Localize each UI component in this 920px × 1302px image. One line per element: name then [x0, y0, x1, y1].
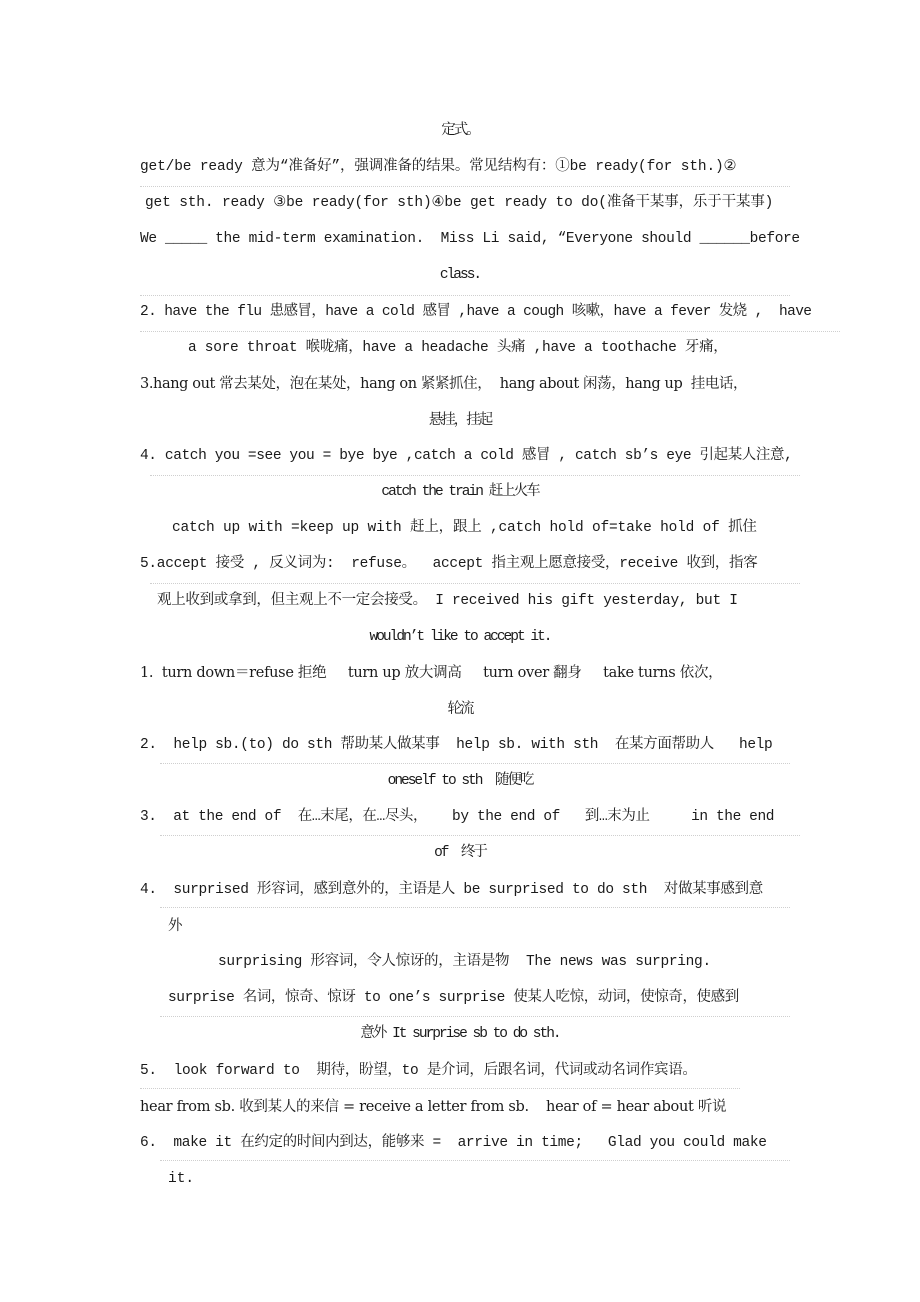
doc-line: 2. have the flu 患感冒，have a cold 感冒 ,have a cough 咳嗽，have a fever 发烧 , have	[140, 304, 812, 320]
doc-line: surprise 名词，惊奇、惊讶 to one’s surprise 使某人吃惊，动词，使惊奇，使感到	[168, 990, 739, 1006]
doc-line: it.	[168, 1171, 195, 1187]
doc-line: catch up with =keep up with 赶上，跟上 ,catch hold of=take hold of 抓住	[172, 520, 757, 536]
line-guide	[150, 475, 800, 476]
line-guide	[160, 907, 790, 908]
doc-line: class.	[439, 267, 481, 283]
doc-line: catch the train 赶上火车	[381, 484, 539, 500]
doc-line: hear from sb. 收到某人的来信 = receive a letter from sb. hear of = hear about 听说	[140, 1099, 727, 1115]
line-guide	[160, 1016, 790, 1017]
doc-line: 4. catch you =see you = bye bye ,catch a cold 感冒 , catch sb’s eye 引起某人注意,	[140, 448, 793, 464]
doc-line: 6. make it 在约定的时间内到达，能够来 = arrive in time; Glad you could make	[140, 1135, 767, 1151]
doc-line: 定式。	[441, 122, 479, 138]
doc-line: 观上收到或拿到，但主观上不一定会接受。 I received his gift yesterday, but I	[157, 593, 738, 609]
line-guide	[160, 763, 790, 764]
doc-line: 3.hang out 常去某处，泡在某处，hang on 紧紧抓住， hang about 闲荡，hang up 挂电话，	[140, 376, 748, 392]
line-guide	[150, 583, 800, 584]
line-guide	[140, 1088, 740, 1089]
doc-line: 5.accept 接受 , 反义词为: refuse。 accept 指主观上愿意接受，receive 收到，指客	[140, 556, 758, 572]
doc-line: get/be ready 意为“准备好”，强调准备的结果。常见结构有：①be ready(for sth.)②	[140, 159, 737, 175]
doc-line: wouldn’t like to accept it.	[369, 629, 551, 645]
doc-line: 5. look forward to 期待，盼望，to 是介词，后跟名词，代词或动名词作宾语。	[140, 1063, 697, 1079]
doc-line: oneself to sth 随便吃	[387, 773, 533, 789]
doc-line: We _____ the mid-term examination. Miss Li said, “Everyone should ______before	[140, 231, 800, 247]
doc-line: 1. turn down＝refuse 拒绝 turn up 放大调高 turn over 翻身 take turns 依次，	[140, 665, 723, 681]
line-guide	[140, 331, 840, 332]
doc-line: get sth. ready ③be ready(for sth)④be get ready to do(准备干某事，乐于干某事)	[145, 195, 774, 211]
doc-line: 轮流	[447, 701, 473, 717]
doc-line: 外	[168, 918, 183, 934]
doc-line: surprising 形容词，令人惊讶的，主语是物 The news was surpring.	[218, 954, 711, 970]
line-guide	[160, 835, 800, 836]
line-guide	[160, 1160, 790, 1161]
doc-line: 3. at the end of 在…末尾，在…尽头， by the end of 到…末为止 in the end	[140, 809, 775, 825]
doc-line: 4. surprised 形容词，感到意外的，主语是人 be surprised to do sth 对做某事感到意	[140, 882, 763, 898]
doc-line: 2. help sb.(to) do sth 帮助某人做某事 help sb. with sth 在某方面帮助人 help	[140, 737, 773, 753]
doc-line: 意外 It surprise sb to do sth.	[360, 1026, 560, 1042]
doc-line: a sore throat 喉咙痛，have a headache 头痛 ,have a toothache 牙痛，	[188, 340, 728, 356]
line-guide	[140, 186, 790, 187]
doc-line: 悬挂，挂起	[428, 412, 492, 428]
line-guide	[140, 295, 790, 296]
doc-line: of 终于	[434, 845, 486, 861]
